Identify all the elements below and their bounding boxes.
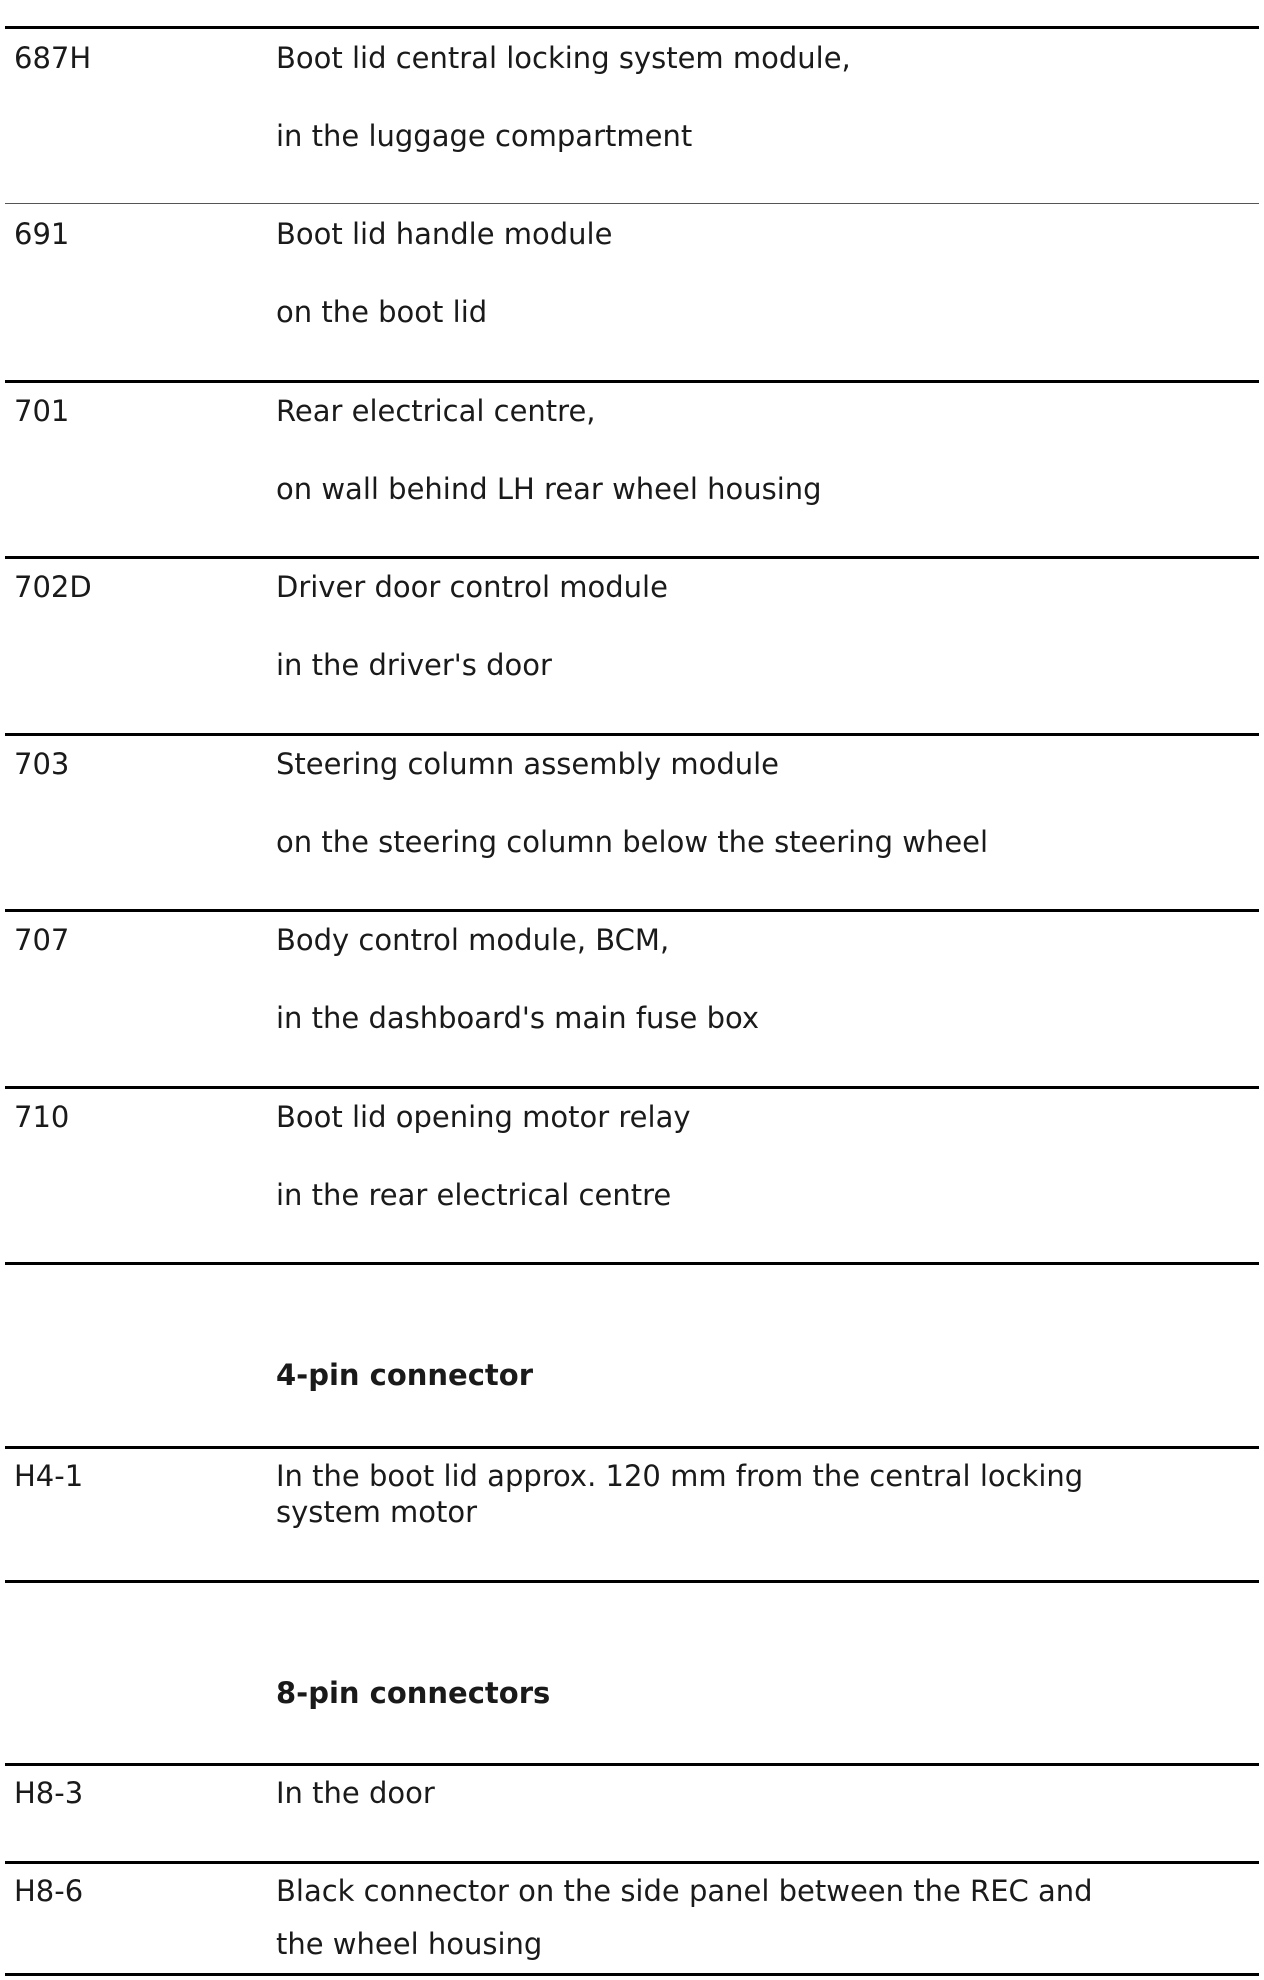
section-heading: 8-pin connectors [276,1676,551,1710]
row-divider [5,1763,1259,1766]
component-code: 707 [14,923,70,957]
section-heading: 4-pin connector [276,1358,534,1392]
table-end-divider [5,1580,1259,1583]
connector-location: Black connector on the side panel between the REC and [276,1874,1093,1908]
row-divider [5,203,1259,204]
component-name: Body control module, BCM, [276,923,670,957]
connector-code: H8-3 [14,1776,84,1810]
connector-code: H8-6 [14,1874,84,1908]
row-divider [5,1086,1259,1089]
row-divider [5,26,1259,29]
connector-code: H4-1 [14,1459,84,1493]
component-name: Driver door control module [276,570,668,604]
component-code: 701 [14,394,70,428]
component-location: in the rear electrical centre [276,1178,672,1212]
component-name: Boot lid opening motor relay [276,1100,691,1134]
table-end-divider [5,1973,1259,1976]
component-location: in the luggage compartment [276,119,693,153]
component-code: 691 [14,217,70,251]
component-name: Boot lid handle module [276,217,613,251]
connector-location: In the boot lid approx. 120 mm from the central locking system motor [276,1459,1084,1529]
row-divider [5,733,1259,736]
component-location: in the driver's door [276,648,552,682]
component-code: 710 [14,1100,70,1134]
component-name: Steering column assembly module [276,747,780,781]
connector-location-continued: the wheel housing [276,1927,543,1961]
row-divider [5,556,1259,559]
row-divider [5,909,1259,912]
component-name: Boot lid central locking system module, [276,41,851,75]
component-location: in the dashboard's main fuse box [276,1001,760,1035]
connector-location: In the door [276,1776,435,1810]
row-divider [5,1446,1259,1449]
component-code: 702D [14,570,92,604]
row-divider [5,1861,1259,1864]
component-code: 703 [14,747,70,781]
component-name: Rear electrical centre, [276,394,596,428]
component-location: on the boot lid [276,295,488,329]
component-location: on wall behind LH rear wheel housing [276,472,822,506]
component-code: 687H [14,41,92,75]
table-end-divider [5,1262,1259,1265]
component-location: on the steering column below the steering wheel [276,825,989,859]
row-divider [5,380,1259,383]
